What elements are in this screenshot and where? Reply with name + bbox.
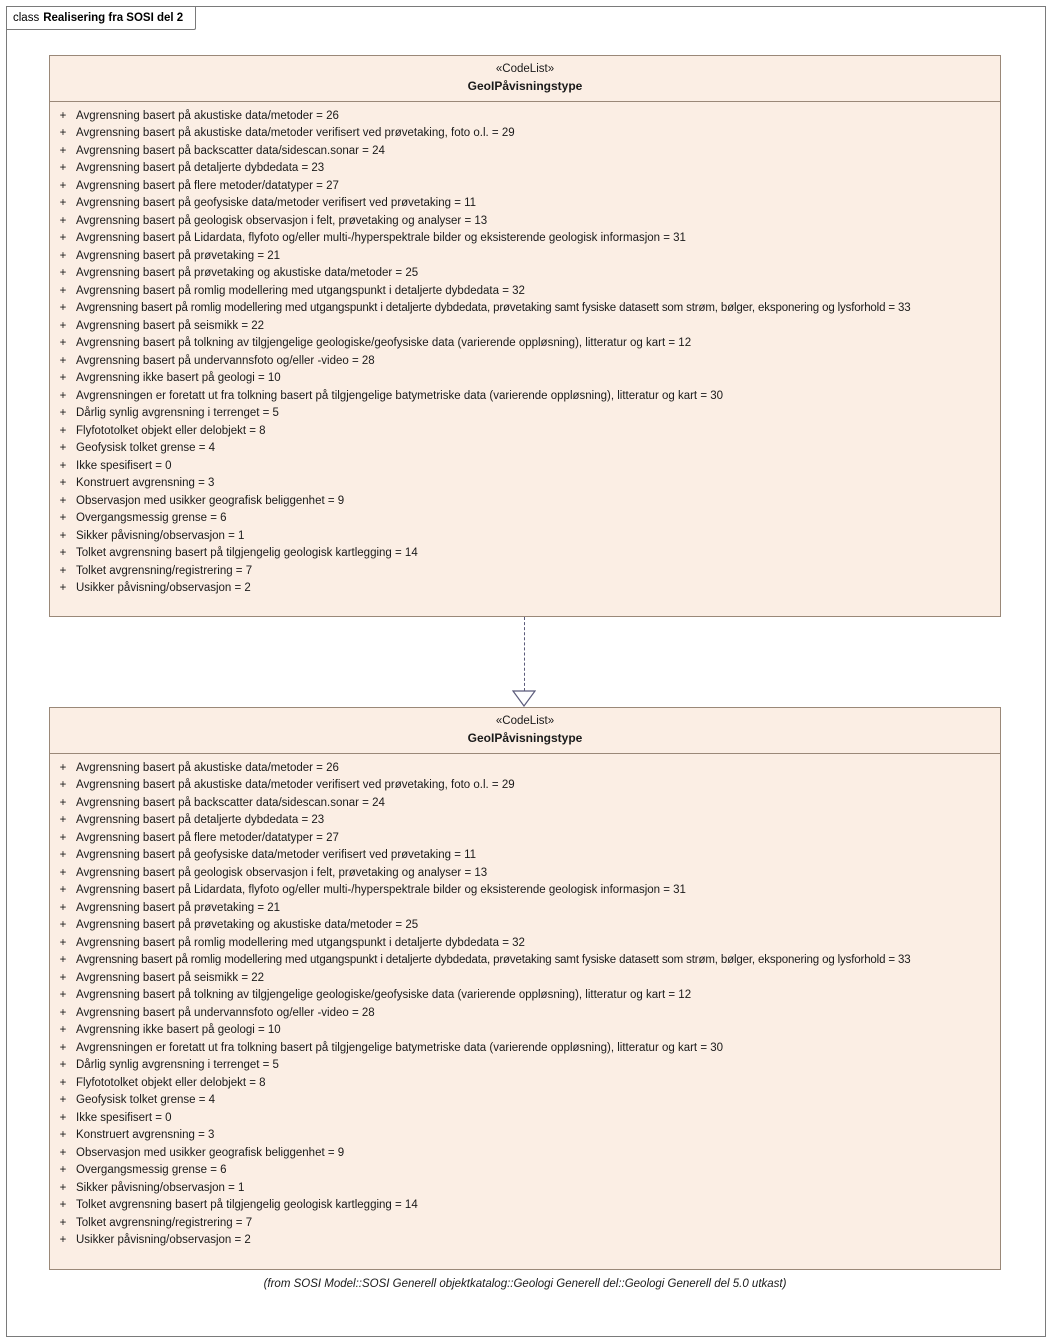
attribute-label: Avgrensning basert på romlig modellering med utgangspunkt i detaljerte dybdedata = 32 [76,936,525,949]
attribute-label: Ikke spesifisert = 0 [76,459,172,472]
attribute-row[interactable] [50,545,1000,563]
diagram-title-tab [7,7,196,30]
attribute-visibility: + [59,424,67,437]
attribute-visibility: + [59,831,67,844]
class-header [50,708,1000,754]
attribute-row[interactable] [50,1075,1000,1093]
attribute-row[interactable] [50,1110,1000,1128]
attribute-label: Avgrensning basert på undervannsfoto og/eller -video = 28 [76,1006,375,1019]
attribute-row[interactable] [50,1127,1000,1145]
attribute-row[interactable] [50,178,1000,196]
attribute-label: Avgrensning basert på prøvetaking = 21 [76,901,281,914]
attribute-row[interactable] [50,917,1000,935]
attribute-row[interactable] [50,1022,1000,1040]
attribute-row[interactable] [50,1162,1000,1180]
attribute-label: Avgrensning basert på detaljerte dybdedata = 23 [76,814,325,827]
attribute-visibility: + [59,989,67,1002]
attribute-visibility: + [59,1164,67,1177]
attribute-label: Usikker påvisning/observasjon = 2 [76,582,251,595]
attribute-row[interactable] [50,230,1000,248]
attribute-visibility: + [59,442,67,455]
attribute-visibility: + [59,971,67,984]
attribute-label: Avgrensning basert på geologisk observasjon i felt, prøvetaking og analyser = 13 [76,214,488,227]
attribute-label: Avgrensning basert på geologisk observasjon i felt, prøvetaking og analyser = 13 [76,866,488,879]
attribute-label: Avgrensning ikke basert på geologi = 10 [76,372,281,385]
attribute-visibility: + [59,866,67,879]
attribute-label: Avgrensning basert på tolkning av tilgjengelige geologiske/geofysiske data (varierende oppløsning), litteratur og kart = 12 [76,989,692,1002]
attribute-visibility: + [59,144,67,157]
attribute-visibility: + [59,1041,67,1054]
attribute-visibility: + [59,1234,67,1247]
attribute-row[interactable] [50,777,1000,795]
attribute-label: Avgrensning basert på akustiske data/metoder = 26 [76,109,339,122]
attribute-label: Observasjon med usikker geografisk beliggenhet = 9 [76,494,345,507]
attribute-row[interactable] [50,952,1000,970]
attribute-label: Avgrensning ikke basert på geologi = 10 [76,1024,281,1037]
attribute-row[interactable] [50,1232,1000,1250]
attribute-label: Avgrensning basert på romlig modellering med utgangspunkt i detaljerte dybdedata = 32 [76,284,525,297]
attribute-row[interactable] [50,493,1000,511]
attribute-visibility: + [59,337,67,350]
attribute-visibility: + [59,1094,67,1107]
attribute-row[interactable] [50,283,1000,301]
attribute-row[interactable] [50,563,1000,581]
attribute-row[interactable] [50,1092,1000,1110]
attribute-label: Flyfototolket objekt eller delobjekt = 8 [76,424,266,437]
attribute-label: Avgrensning basert på geofysiske data/metoder verifisert ved prøvetaking = 11 [76,197,477,210]
attribute-row[interactable] [50,213,1000,231]
attribute-row[interactable] [50,353,1000,371]
class-attribute-list-bottom [50,754,1000,1256]
attribute-row[interactable] [50,388,1000,406]
attribute-label: Avgrensning basert på Lidardata, flyfoto og/eller multi-/hyperspektrale bilder og eksisterende geologisk informasjon = 31 [76,884,686,897]
attribute-label: Ikke spesifisert = 0 [76,1111,172,1124]
attribute-visibility: + [59,547,67,560]
class-header [50,56,1000,102]
attribute-visibility: + [59,1146,67,1159]
attribute-visibility: + [59,901,67,914]
attribute-label: Avgrensning basert på undervannsfoto og/eller -video = 28 [76,354,375,367]
attribute-label: Avgrensning basert på prøvetaking = 21 [76,249,281,262]
class-name: GeoIPåvisningstype [467,78,583,93]
attribute-label: Avgrensning basert på backscatter data/sidescan.sonar = 24 [76,796,385,809]
attribute-visibility: + [59,284,67,297]
attribute-label: Avgrensning basert på romlig modellering med utgangspunkt i detaljerte dybdedata, prøvetaking samt fysiske datasett som strøm, bølger, eksponering og lysforhold = 33 [76,302,911,315]
attribute-row[interactable] [50,580,1000,598]
attribute-label: Avgrensning basert på geofysiske data/metoder verifisert ved prøvetaking = 11 [76,849,477,862]
attribute-visibility: + [59,849,67,862]
attribute-label: Avgrensning basert på akustiske data/metoder = 26 [76,761,339,774]
class-stereotype: «CodeList» [495,63,555,75]
attribute-label: Geofysisk tolket grense = 4 [76,1094,216,1107]
attribute-visibility: + [59,919,67,932]
attribute-row[interactable] [50,935,1000,953]
attribute-row[interactable] [50,510,1000,528]
attribute-row[interactable] [50,970,1000,988]
attribute-visibility: + [59,761,67,774]
attribute-visibility: + [59,494,67,507]
uml-class-geoipavisningstype-top[interactable] [49,55,1001,617]
attribute-row[interactable] [50,830,1000,848]
attribute-row[interactable] [50,125,1000,143]
attribute-row[interactable] [50,335,1000,353]
attribute-row[interactable] [50,300,1000,318]
attribute-label: Sikker påvisning/observasjon = 1 [76,529,245,542]
attribute-row[interactable] [50,1215,1000,1233]
attribute-label: Dårlig synlig avgrensning i terrenget = 5 [76,1059,279,1072]
attribute-visibility: + [59,319,67,332]
class-name: GeoIPåvisningstype [467,730,583,745]
attribute-label: Avgrensning basert på tolkning av tilgjengelige geologiske/geofysiske data (varierende oppløsning), litteratur og kart = 12 [76,337,692,350]
attribute-visibility: + [59,109,67,122]
realization-connector-line [524,617,525,691]
attribute-label: Dårlig synlig avgrensning i terrenget = 5 [76,407,279,420]
attribute-label: Avgrensning basert på detaljerte dybdedata = 23 [76,162,325,175]
attribute-visibility: + [59,1216,67,1229]
attribute-visibility: + [59,372,67,385]
attribute-visibility: + [59,354,67,367]
attribute-visibility: + [59,389,67,402]
attribute-label: Flyfototolket objekt eller delobjekt = 8 [76,1076,266,1089]
attribute-label: Avgrensning basert på prøvetaking og akustiske data/metoder = 25 [76,919,419,932]
attribute-visibility: + [59,127,67,140]
attribute-visibility: + [59,1111,67,1124]
attribute-visibility: + [59,197,67,210]
class-stereotype: «CodeList» [495,715,555,727]
attribute-visibility: + [59,936,67,949]
attribute-row[interactable] [50,248,1000,266]
attribute-visibility: + [59,564,67,577]
attribute-visibility: + [59,1006,67,1019]
realization-arrowhead-icon [512,690,536,707]
source-note: (from SOSI Model::SOSI Generell objektkatalog::Geologi Generell del::Geologi Generell del 5.0 utkast) [263,1278,787,1290]
attribute-visibility: + [59,214,67,227]
attribute-row[interactable] [50,370,1000,388]
attribute-label: Geofysisk tolket grense = 4 [76,442,216,455]
attribute-visibility: + [59,267,67,280]
attribute-label: Avgrensning basert på akustiske data/metoder verifisert ved prøvetaking, foto o.l. = 29 [76,779,515,792]
attribute-row[interactable] [50,143,1000,161]
attribute-row[interactable] [50,423,1000,441]
attribute-visibility: + [59,529,67,542]
attribute-label: Avgrensningen er foretatt ut fra tolkning basert på tilgjengelige batymetriske data (varierende oppløsning), litteratur og kart = 30 [76,1041,724,1054]
attribute-row[interactable] [50,108,1000,126]
attribute-row[interactable] [50,475,1000,493]
attribute-label: Avgrensning basert på backscatter data/sidescan.sonar = 24 [76,144,385,157]
attribute-label: Avgrensning basert på flere metoder/datatyper = 27 [76,179,339,192]
attribute-row[interactable] [50,405,1000,423]
attribute-visibility: + [59,796,67,809]
attribute-row[interactable] [50,882,1000,900]
attribute-row[interactable] [50,318,1000,336]
attribute-visibility: + [59,459,67,472]
attribute-visibility: + [59,1024,67,1037]
attribute-row[interactable] [50,900,1000,918]
attribute-row[interactable] [50,440,1000,458]
attribute-row[interactable] [50,1040,1000,1058]
attribute-visibility: + [59,779,67,792]
attribute-visibility: + [59,407,67,420]
attribute-visibility: + [59,512,67,525]
attribute-row[interactable] [50,760,1000,778]
attribute-label: Tolket avgrensning/registrering = 7 [76,564,253,577]
attribute-label: Tolket avgrensning basert på tilgjengelig geologisk kartlegging = 14 [76,1199,418,1212]
attribute-visibility: + [59,1181,67,1194]
attribute-label: Konstruert avgrensning = 3 [76,477,215,490]
attribute-row[interactable] [50,265,1000,283]
attribute-row[interactable] [50,812,1000,830]
attribute-visibility: + [59,179,67,192]
attribute-row[interactable] [50,1197,1000,1215]
attribute-label: Avgrensning basert på Lidardata, flyfoto og/eller multi-/hyperspektrale bilder og eksisterende geologisk informasjon = 31 [76,232,686,245]
attribute-row[interactable] [50,795,1000,813]
diagram-title: Realisering fra SOSI del 2 [43,12,184,24]
attribute-label: Avgrensning basert på romlig modellering med utgangspunkt i detaljerte dybdedata, prøvetaking samt fysiske datasett som strøm, bølger, eksponering og lysforhold = 33 [76,954,911,967]
attribute-row[interactable] [50,1005,1000,1023]
attribute-visibility: + [59,249,67,262]
attribute-visibility: + [59,1076,67,1089]
attribute-label: Konstruert avgrensning = 3 [76,1129,215,1142]
attribute-label: Avgrensning basert på seismikk = 22 [76,319,265,332]
attribute-visibility: + [59,814,67,827]
attribute-label: Overgangsmessig grense = 6 [76,512,227,525]
attribute-label: Avgrensning basert på flere metoder/datatyper = 27 [76,831,339,844]
attribute-visibility: + [59,582,67,595]
attribute-label: Tolket avgrensning basert på tilgjengelig geologisk kartlegging = 14 [76,547,418,560]
attribute-label: Overgangsmessig grense = 6 [76,1164,227,1177]
attribute-label: Avgrensning basert på seismikk = 22 [76,971,265,984]
uml-class-geoipavisningstype-bottom[interactable] [49,707,1001,1270]
attribute-visibility: + [59,477,67,490]
attribute-visibility: + [59,162,67,175]
attribute-row[interactable] [50,1180,1000,1198]
attribute-visibility: + [59,302,67,315]
attribute-label: Avgrensning basert på prøvetaking og akustiske data/metoder = 25 [76,267,419,280]
attribute-label: Avgrensning basert på akustiske data/metoder verifisert ved prøvetaking, foto o.l. = 29 [76,127,515,140]
attribute-row[interactable] [50,528,1000,546]
attribute-row[interactable] [50,987,1000,1005]
attribute-visibility: + [59,884,67,897]
attribute-row[interactable] [50,1057,1000,1075]
class-attribute-list-top [50,102,1000,604]
attribute-row[interactable] [50,458,1000,476]
attribute-label: Sikker påvisning/observasjon = 1 [76,1181,245,1194]
attribute-visibility: + [59,954,67,967]
attribute-label: Observasjon med usikker geografisk beliggenhet = 9 [76,1146,345,1159]
attribute-row[interactable] [50,1145,1000,1163]
attribute-label: Avgrensningen er foretatt ut fra tolkning basert på tilgjengelige batymetriske data (varierende oppløsning), litteratur og kart = 30 [76,389,724,402]
attribute-row[interactable] [50,160,1000,178]
attribute-row[interactable] [50,195,1000,213]
attribute-visibility: + [59,232,67,245]
attribute-visibility: + [59,1199,67,1212]
attribute-visibility: + [59,1129,67,1142]
diagram-keyword: class [13,12,40,24]
attribute-label: Tolket avgrensning/registrering = 7 [76,1216,253,1229]
attribute-visibility: + [59,1059,67,1072]
attribute-label: Usikker påvisning/observasjon = 2 [76,1234,251,1247]
attribute-row[interactable] [50,847,1000,865]
attribute-row[interactable] [50,865,1000,883]
